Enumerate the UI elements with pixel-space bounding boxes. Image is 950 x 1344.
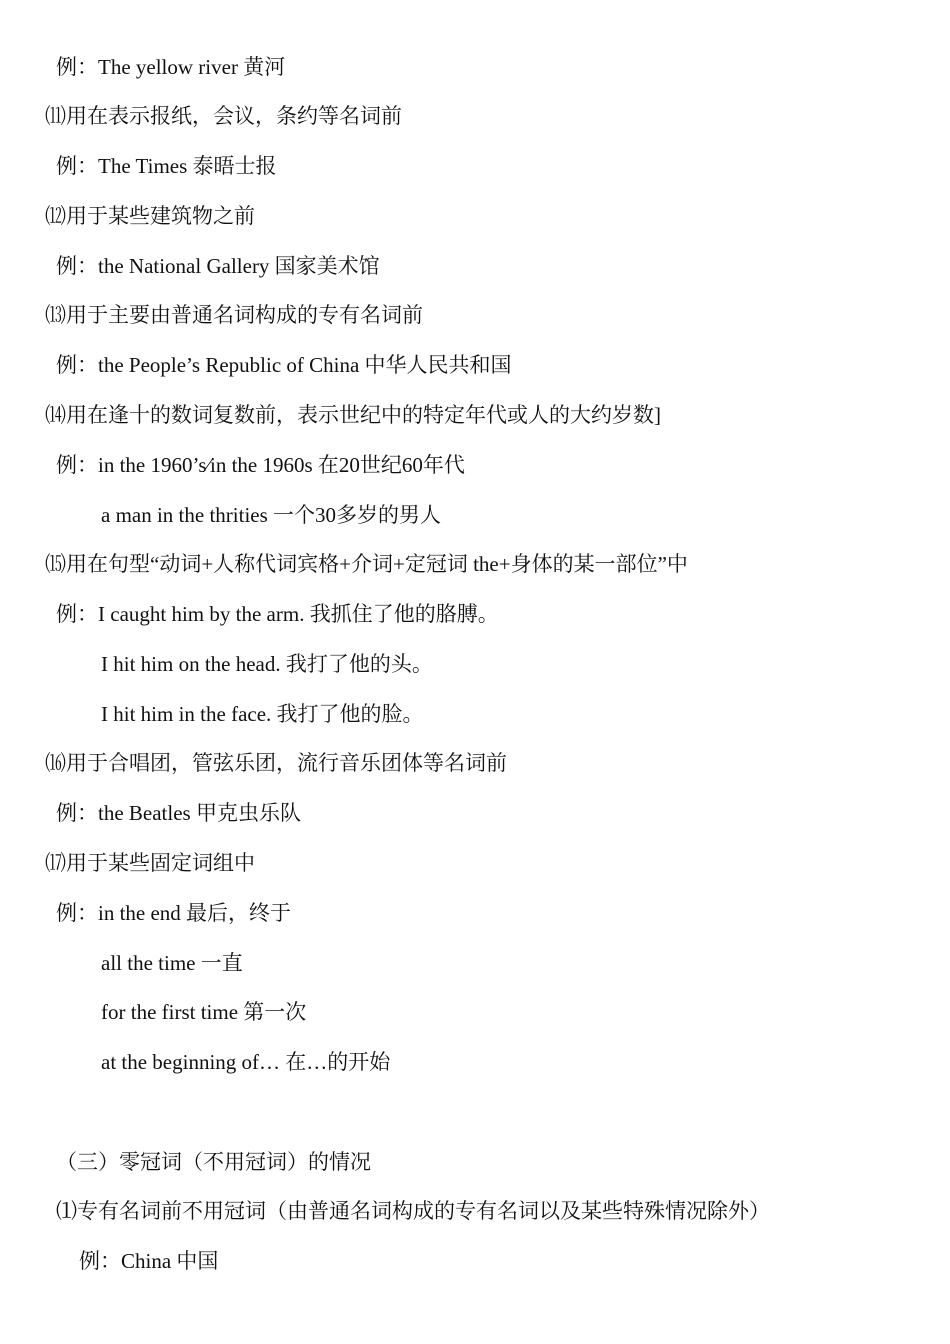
rule-heading: ⑿用于某些建筑物之前 xyxy=(45,204,255,228)
example-line: 例：The Times 泰晤士报 xyxy=(56,154,277,178)
rule-heading: ⒁用在逢十的数词复数前，表示世纪中的特定年代或人的大约岁数] xyxy=(45,403,661,427)
section-heading: （三）零冠词（不用冠词）的情况 xyxy=(56,1150,371,1174)
rule-heading: ⒄用于某些固定词组中 xyxy=(45,851,255,875)
rule-heading: ⒃用于合唱团，管弦乐团，流行音乐团体等名词前 xyxy=(45,751,507,775)
example-line: 例：in the end 最后，终于 xyxy=(56,901,292,925)
example-line: 例：China 中国 xyxy=(79,1249,219,1273)
example-line: 例：in the 1960’s⁄in the 1960s 在20世纪60年代 xyxy=(56,453,465,477)
example-line: 例：I caught him by the arm. 我抓住了他的胳膊。 xyxy=(56,602,499,626)
example-continuation: for the first time 第一次 xyxy=(101,1000,307,1024)
example-continuation: all the time 一直 xyxy=(101,951,243,975)
example-continuation: a man in the thrities 一个30多岁的男人 xyxy=(101,503,442,527)
example-line: 例：the Beatles 甲克虫乐队 xyxy=(56,801,301,825)
example-continuation: I hit him in the face. 我打了他的脸。 xyxy=(101,702,424,726)
example-continuation: at the beginning of… 在…的开始 xyxy=(101,1050,391,1074)
example-continuation: I hit him on the head. 我打了他的头。 xyxy=(101,652,433,676)
example-line: 例：The yellow river 黄河 xyxy=(56,55,286,79)
rule-heading: ⒂用在句型“动词+人称代词宾格+介词+定冠词 the+身体的某一部位”中 xyxy=(45,552,688,576)
rule-heading: ⑾用在表示报纸，会议，条约等名词前 xyxy=(45,104,402,128)
rule-heading: ⑴专有名词前不用冠词（由普通名词构成的专有名词以及某些特殊情况除外） xyxy=(56,1199,770,1223)
example-line: 例：the National Gallery 国家美术馆 xyxy=(56,254,380,278)
rule-heading: ⒀用于主要由普通名词构成的专有名词前 xyxy=(45,303,423,327)
example-line: 例：the People’s Republic of China 中华人民共和国 xyxy=(56,353,512,377)
